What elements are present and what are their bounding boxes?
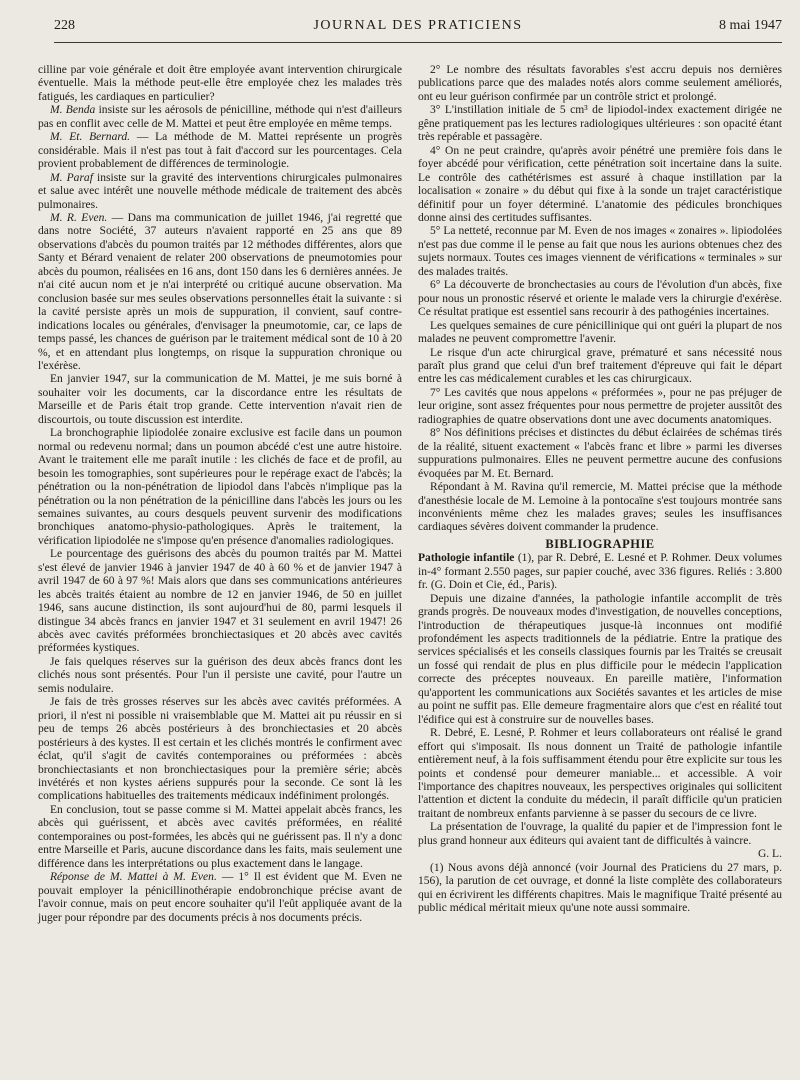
review-paragraph: R. Debré, E. Lesné, P. Rohmer et leurs collaborateurs ont réalisé le grand effort qui s'imposait. Ils nous donnent un Traité de pathologie infantile entièrement neuf, à la fois suffisamment étendu pour être explicite sur tous les points et condensé pour demeurer maniable... et accessible. A voir l'importance des chapitres nouveaux, les perspectives originales qui sollicitent l'attention et dictent la conduite du médecin, il paraît difficile qu'un praticien traitant de nombreux enfants parvienne à se passer du secours de ce livre. xyxy=(418,727,782,820)
header-rule xyxy=(54,42,782,43)
paragraph: 3° L'instillation initiale de 5 cm³ de lipiodol-index exactement dirigée ne gêne pratiquement pas les lectures radiologiques ultérieures : son opacité étant très repérable et passagère. xyxy=(418,104,782,144)
paragraph: Le pourcentage des guérisons des abcès du poumon traités par M. Mattei s'est élevé de janvier 1946 à janvier 1947 de 40 à 60 % et de janvier 1947 à avril 1947 de 60 à 97 %! Mais alors que dans ses communications antérieures les abcès traités étaient au nombre de 12 en janvier 1946, de 50 en juillet 1946, sans aucune distinction, ils sont aujourd'hui de 80, parmi lesquels il distingue 34 abcès francs en janvier 1947 et 31 seulement en avril 1947! 26 abcès avec cavités préformées bronchiectasiques et 20 abcès avec cavités préformées kystiques. xyxy=(38,548,402,655)
paragraph: 8° Nos définitions précises et distinctes du début éclairées de schémas tirés de la réalité, situent exactement « l'abcès franc et libre » parmi les diverses suppurations pulmonaires. Elles ne peuvent permettre aucune des confusions évoquées par M. Et. Bernard. xyxy=(418,427,782,480)
journal-title: JOURNAL DES PRATICIENS xyxy=(313,18,523,33)
speaker-name: M. Et. Bernard. xyxy=(50,131,131,144)
paragraph: 2° Le nombre des résultats favorables s'est accru depuis nos dernières publications parce que des malades notés alors comme seulement améliorés, ont eu leur guérison confirmée par un contrôle strict et prolongé. xyxy=(418,64,782,103)
paragraph xyxy=(38,212,402,373)
right-column xyxy=(418,64,782,916)
page-number: 228 xyxy=(54,18,75,33)
paragraph xyxy=(38,131,402,171)
paragraph-text: — La méthode de M. Mattei représente un progrès considérable. Mais il n'est pas tout à fait d'accord sur les pourcentages. Cela provient probablement de différences de terminologie. xyxy=(38,131,402,171)
paragraph-text: insiste sur les aérosols de pénicilline, méthode qui n'est d'ailleurs pas en conflit avec celle de M. Mattei et peut être employée en même temps. xyxy=(38,104,402,130)
paragraph: 5° La netteté, reconnue par M. Even de nos images « zonaires ». lipiodolées n'est pas due comme il le pense au fait que nous les aurions obtenues chez des sujets normaux. Toutes ces images viennent de vérifications « terminales » sur des malades traités. xyxy=(418,225,782,278)
paragraph xyxy=(38,104,402,131)
paragraph-text: — Dans ma communication de juillet 1946, j'ai regretté que dans notre Société, 37 auteurs n'avaient rapporté en 25 ans que 89 observations d'abcès du poumon traités par 12 méthodes différentes, alors que Santy et Bérard venaient de relater 200 observations de pneumotomies pour abcès du poumon, réalisées en 16 ans, dont 150 dans les 6 dernières années. Je n'ai cité aucun nom et je n'ai interprété ou critiqué aucune observation. Ma conclusion basée sur mes seules observations personnelles était la suivante : si la cavité persiste après un mois de suppuration, il convient, sauf contre-indications locales ou générales, d'envisager la pneumotomie, car, ce laps de temps passé, les chances de guérison par le traitement médical sont de 10 à 20 %, et en attendant plus longtemps, on risque la suppuration chronique ou l'exérèse. xyxy=(38,211,402,372)
review-paragraph: Depuis une dizaine d'années, la pathologie infantile accomplit de très grands progrès. De nouveaux modes d'investigation, de nouvelles conceptions, l'introduction de thérapeutiques jusque-là inconnues ont modifié profondément les aspects traditionnels de la pédiatrie. Entre la pratique des services spécialisés et les conseils classiques fournis par les Traités se creusait un fossé qui rendait de plus en plus difficile pour le médecin l'application correcte des préceptes nouveaux. En pareille matière, l'information qu'apportent les communications aux Sociétés savantes et les articles de mise au point ne suffit pas. Elle demeure fragmentaire alors que c'est en réalité tout l'édifice qui est à construire sur de nouvelles bases. xyxy=(418,592,782,726)
review-signature: G. L. xyxy=(757,848,782,861)
paragraph xyxy=(38,172,402,212)
paragraph: 4° On ne peut craindre, qu'après avoir pénétré une première fois dans le foyer abcédé pour vérification, cette pénétration soit incertaine dans la suite. Le contrôle des cathétérismes est assuré à chaque instillation par la localisation « zonaire » du début qui fixe à la sonde un trajet caractéristique définitif pour un foyer déterminé. L'anatomie des pédicules bronchiques donne ainsi des certitudes suffisantes. xyxy=(418,144,782,224)
paragraph-text: insiste sur la gravité des interventions chirurgicales pulmonaires et salue avec intérêt une nouvelle méthode médicale de traitement des abcès pulmonaires. xyxy=(38,171,402,211)
footnote: (1) Nous avons déjà annoncé (voir Journal des Praticiens du 27 mars, p. 156), la parution de cet ouvrage, et donné la liste complète des collaborateurs qui en écrivirent les différents chapitres. Mais le magnifique Traité présenté au public médical méritait mieux qu'une note aussi sommaire. xyxy=(418,861,782,915)
paragraph: En conclusion, tout se passe comme si M. Mattei appelait abcès francs, les abcès qui guérissent, et abcès avec cavités préformées, en réalité contemporaines ou post-formées, les abcès qui ne guérissent pas. Il n'y a donc entre Marseille et Paris, aucune discordance dans les faits, mais seulement une différence dans les interprétations ou plus exactement dans le langage. xyxy=(38,803,402,870)
paragraph: 6° La découverte de bronchectasies au cours de l'évolution d'un abcès, fixe pour nous un pronostic réservé et oriente le malade vers la chirurgie d'exérèse. Ce résultat pratique est essentiel sans recourir à des pathogénies incertaines. xyxy=(418,279,782,319)
paragraph: Je fais quelques réserves sur la guérison des deux abcès francs dont les clichés nous sont présentés. Pour l'un il persiste une cavité, pour l'autre un semis nodulaire. xyxy=(38,655,402,695)
bibliography-heading: BIBLIOGRAPHIE xyxy=(545,536,655,551)
citation-text: (1), par R. Debré, E. Lesné et P. Rohmer. Deux volumes in-4° formant 2.550 pages, sur papier couché, avec 336 figures. Reliés : 3.800 fr. (G. Doin et Cie, éd., Paris). xyxy=(418,552,782,592)
paragraph: Le risque d'un acte chirurgical grave, prématuré et sans nécessité nous paraît plus grand que celui d'un bref traitement d'épreuve qui fait le départ entre les cas médicalement curables et les cas chirurgicaux. xyxy=(418,346,782,386)
left-column xyxy=(38,64,402,925)
book-title: Pathologie infantile xyxy=(418,552,515,565)
paragraph: cilline par voie générale et doit être employée avant intervention chirurgicale éventuelle. Mais la méthode peut-elle être employée chez les malades très fatigués, les cardiaques en particulier? xyxy=(38,64,402,103)
paragraph: En janvier 1947, sur la communication de M. Mattei, je me suis borné à souhaiter voir les documents, car la discordance entre les résultats de Marseille et de Paris était trop grande. Cette intervention n'avait rien de discourtois, ou toute discussion est interdite. xyxy=(38,373,402,426)
reply-title: Réponse de M. Mattei à M. Even. xyxy=(50,871,217,884)
book-citation xyxy=(418,552,782,592)
speaker-name: M. R. Even. xyxy=(50,211,108,224)
review-paragraph: La présentation de l'ouvrage, la qualité du papier et de l'impression font le plus grand honneur aux éditeurs qui avaient tant de difficultés à vaincre. xyxy=(418,821,782,847)
paragraph: La bronchographie lipiodolée zonaire exclusive est facile dans un poumon normal ou redevenu normal; dans un poumon abcédé c'est une autre histoire. Avant le traitement elle me paraît inutile : les clichés de face et de profil, au besoin les tomographies, sont supérieures pour le repérage exact de l'abcès; la pénétration ou la non-pénétration de lipiodol dans l'abcès n'implique pas la pénétration ou la non pénétration de la pénicilline dans l'abcès les jours ou les semaines suivantes, au cours desquels peuvent survenir des modifications bronchiques anatomo-physio-pathologiques. Après le traitement, la vérification lipiodolée ne s'impose qu'en présence d'anomalies radiologiques. xyxy=(38,427,402,547)
paragraph: 7° Les cavités que nous appelons « préformées », pour ne pas préjuger de leur origine, sont assez fréquentes pour nous permettre de projeter aussitôt des radiographies de quatre observations dont une avec documents anatomiques. xyxy=(418,386,782,426)
speaker-name: M. Benda xyxy=(50,104,96,117)
page-header xyxy=(54,18,782,38)
paragraph: Répondant à M. Ravina qu'il remercie, M. Mattei précise que la méthode d'anesthésie locale de M. Lemoine à la pontocaïne s'est toujours montrée sans inconvénients même chez les malades graves; seules les insuffisances cardiaques sévères doivent commander la prudence. xyxy=(418,481,782,534)
paragraph: Je fais de très grosses réserves sur les abcès avec cavités préformées. A priori, il n'est ni possible ni vraisemblable que M. Mattei ait pu réussir en si peu de temps 26 abcès postérieurs à des bronchiectasies et 20 abcès postérieurs à des kystes. Il est certain et les clichés montrés le confirment avec éclat, qu'il s'agit de cavités contemporaines ou préformées : abcès bronchiectasiants et non bronchiectasiques pour la première série; abcès invétérés et non kystes aériens suppurés pour la seconde. Ce sont là les complications habituelles des traitements médicaux indéfiniment prolongés. xyxy=(38,696,402,803)
speaker-name: M. Paraf xyxy=(50,171,93,184)
paragraph: Les quelques semaines de cure pénicillinique qui ont guéri la plupart de nos malades ne peuvent compromettre l'avenir. xyxy=(418,319,782,346)
paragraph xyxy=(38,871,402,925)
paragraph-text: — 1° Il est évident que M. Even ne pouvait employer la pénicillinothérapie endobronchique précise avant de l'avoir connue, mais on peut encore souhaiter qu'il l'eût appliquée avant de la juger pour répondre par des documents précis à nos documents précis. xyxy=(38,871,402,924)
issue-date: 8 mai 1947 xyxy=(719,18,782,33)
